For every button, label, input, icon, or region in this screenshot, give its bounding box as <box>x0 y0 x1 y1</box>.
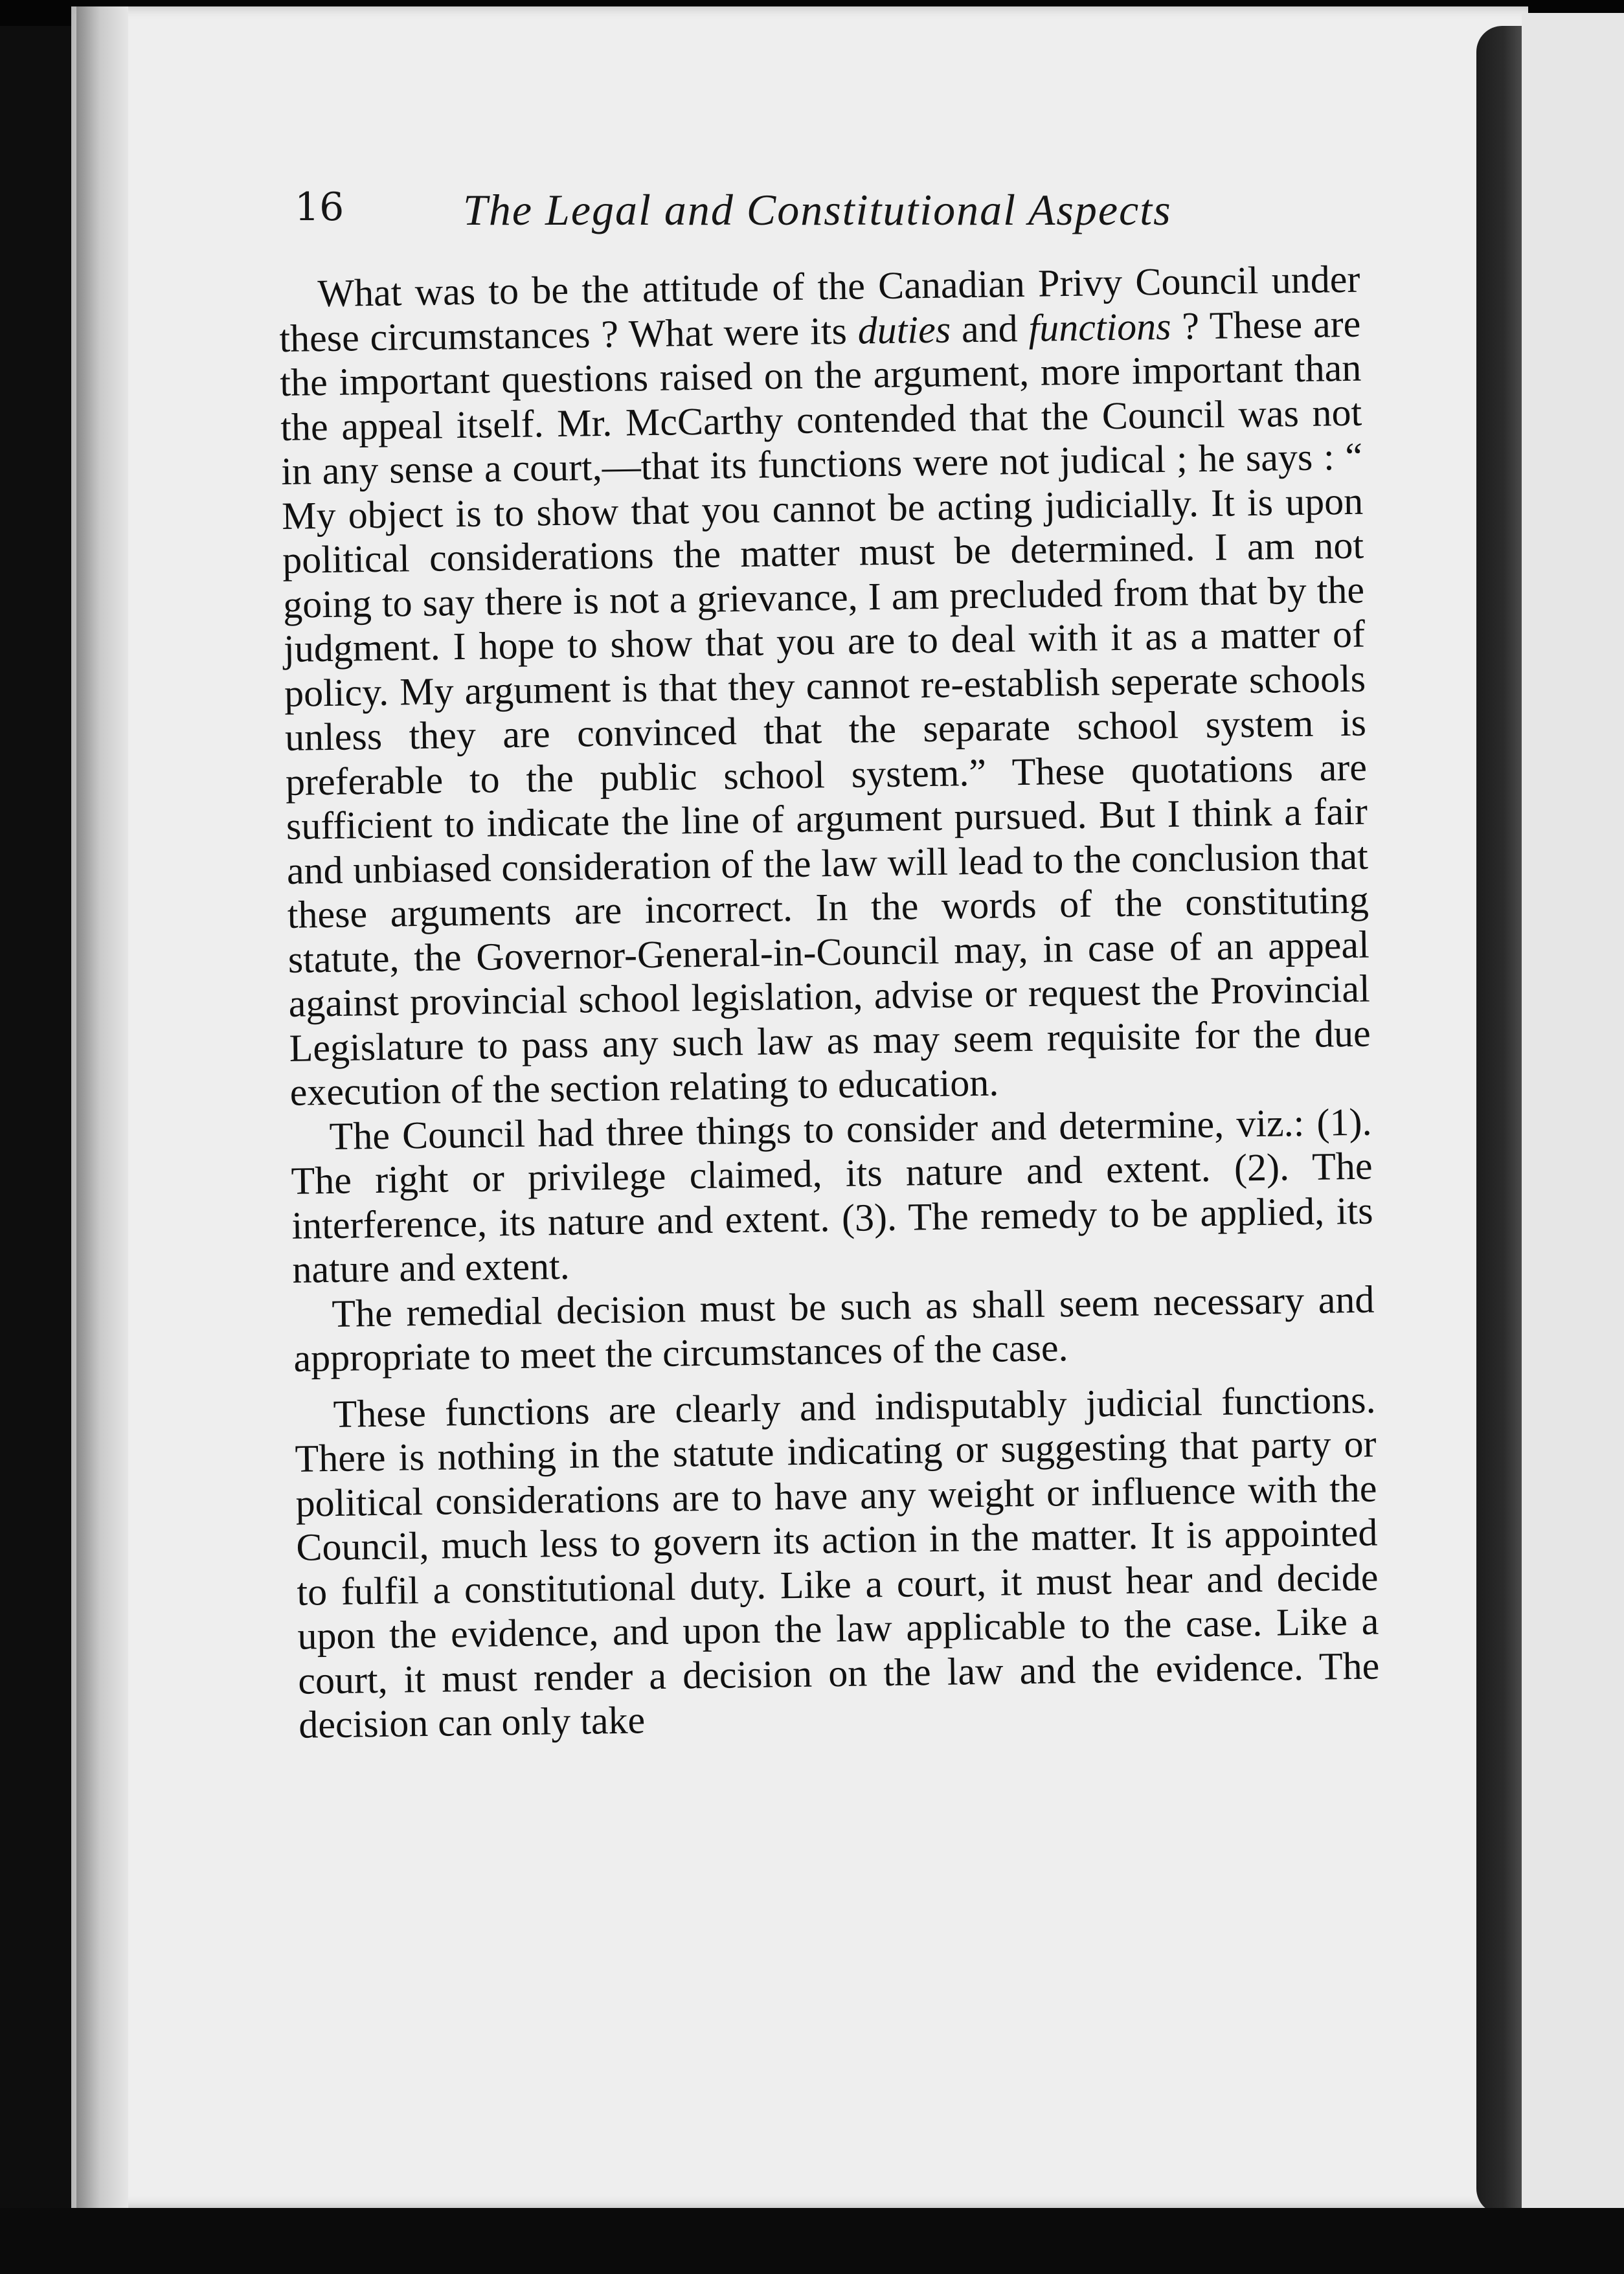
adjacent-page-edge <box>1522 13 1624 2227</box>
paragraph-4 <box>294 1377 1380 1747</box>
text-run: These functions are clearly and indisputably judicial functions. There is nothing in the statute indicating or suggesting that party or political considerations are to have any weight or influence with the Council, much less to govern its action in the matter. It is appointed to fulfil a constitutional duty. Like a court, it must hear and decide upon the evidence, and upon the law applicable to the case. Like a court, it must render a decision on the law and the evidence. The decision can only take <box>295 1378 1380 1746</box>
text-run: What was to be the attitude of the Canadian Privy Council under these circumstances ? What were its <box>278 257 1360 360</box>
text-run: ? These are the important questions raised on the argument, more important than the appeal itself. Mr. McCarthy contended that the Council was not in any sense a court,—that its functions were not judical ; he says : “ My object is to show that you cannot be acting judicially. It is upon political considerations the matter must be determined. I am not going to say there is not a grievance, I am precluded from that by the judgment. I hope to show that you are to deal with it as a matter of policy. My argument is that they cannot re-establish seperate schools unless they are convinced that the separate school system is preferable to the public school system.” These quotations are sufficient to indicate the line of argument pursued. But I think a fair and unbiased consideration of the law will lead to the conclusion that these arguments are incorrect. In the words of the constituting statute, the Governor-General-in-Council may, in case of an appeal against provincial school legislation, advise or request the Provincial Legislature to pass any such law as may seem requisite for the due execution of the section relating to education. <box>279 302 1371 1114</box>
text-run-italic: duties <box>857 308 951 352</box>
text-run: The remedial decision must be such as shall seem necessary and appropriate to meet the circumstances of the case. <box>293 1278 1375 1380</box>
text-run-italic: functions <box>1028 304 1171 350</box>
text-run: and <box>950 306 1029 351</box>
body-text <box>278 257 1381 1748</box>
page-fold <box>1476 26 1522 2214</box>
page-gutter <box>76 6 128 2208</box>
page-number: 16 <box>295 185 344 230</box>
paragraph-2 <box>290 1099 1374 1292</box>
paragraph-1 <box>278 257 1371 1115</box>
paragraph-3 <box>293 1277 1375 1380</box>
text-run: The Council had three things to consider and determine, viz.: (1). The right or privilege claimed, its nature and extent. (2). The interference, its nature and extent. (3). The remedy to be applied, its nature and extent. <box>291 1100 1373 1291</box>
page-header <box>295 185 1221 243</box>
running-title: The Legal and Constitutional Aspects <box>463 185 1172 234</box>
scan-bottom-border <box>0 2208 1624 2274</box>
